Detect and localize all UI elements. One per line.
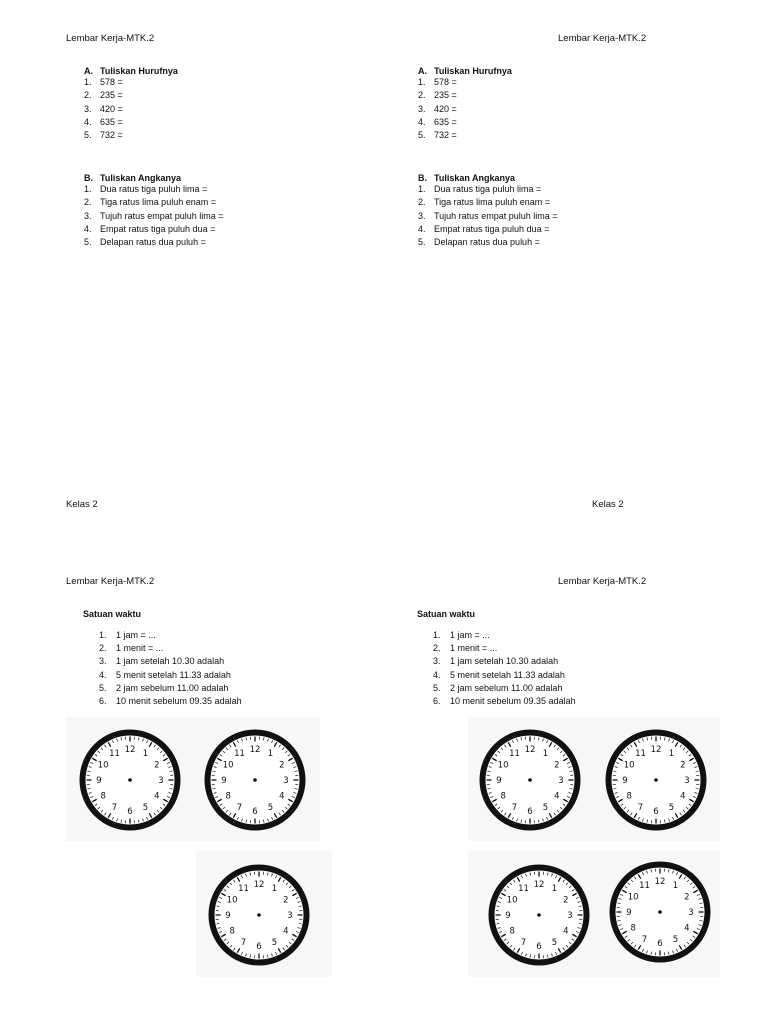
clock-number: 12 bbox=[533, 880, 545, 890]
list-item: 3. 1 jam setelah 10.30 adalah bbox=[433, 656, 559, 667]
clock-number: 2 bbox=[680, 760, 686, 771]
clock-number: 1 bbox=[551, 884, 558, 895]
clock-number: 12 bbox=[249, 745, 261, 755]
clock-number: 9 bbox=[96, 776, 102, 786]
section-a-title: A. Tuliskan Hurufnya bbox=[84, 66, 178, 76]
clock-number: 11 bbox=[639, 881, 650, 892]
clock-icon bbox=[487, 863, 591, 967]
clock-number: 7 bbox=[520, 937, 527, 948]
clock-number: 9 bbox=[221, 776, 227, 786]
clock-number: 9 bbox=[225, 911, 231, 921]
list-item: 2. 235 = bbox=[418, 90, 457, 101]
clock-number: 3 bbox=[283, 776, 289, 786]
clock-number: 10 bbox=[623, 760, 635, 771]
section-a-right bbox=[418, 66, 512, 142]
clock-number: 8 bbox=[225, 791, 231, 802]
clock-number: 6 bbox=[127, 807, 133, 817]
clock-face bbox=[78, 728, 182, 832]
clock-number: 3 bbox=[287, 911, 293, 921]
clock-number: 7 bbox=[240, 937, 247, 948]
time-list bbox=[99, 629, 242, 708]
clock-number: 10 bbox=[226, 895, 238, 906]
time-list-right bbox=[433, 629, 576, 708]
clock-number: 5 bbox=[271, 937, 278, 948]
clock-number: 5 bbox=[551, 937, 558, 948]
clock-number: 10 bbox=[497, 760, 509, 771]
clock-number: 4 bbox=[680, 791, 686, 802]
page-header-left-top: Lembar Kerja-MTK.2 bbox=[66, 33, 155, 44]
list-item: 3. 1 jam setelah 10.30 adalah bbox=[99, 656, 225, 667]
clock-number: 5 bbox=[267, 802, 274, 813]
list-item: 4. Empat ratus tiga puluh dua = bbox=[84, 223, 216, 234]
clock-number: 11 bbox=[238, 884, 249, 895]
clock-number: 12 bbox=[253, 880, 265, 890]
list-item: 1. 1 jam = ... bbox=[433, 630, 490, 640]
clock-number: 4 bbox=[563, 926, 569, 937]
list-item: 6. 10 menit sebelum 09.35 adalah bbox=[99, 695, 242, 706]
clock-number: 1 bbox=[542, 749, 549, 760]
clock-number: 6 bbox=[527, 807, 533, 817]
clock-center-dot bbox=[257, 913, 261, 917]
list-item: 1. Dua ratus tiga puluh lima = bbox=[418, 184, 542, 194]
time-section-title: Satuan waktu bbox=[83, 609, 142, 619]
clock-number: 10 bbox=[506, 895, 518, 906]
list-item: 2. Tiga ratus lima puluh enam = bbox=[84, 197, 216, 208]
clock-number: 5 bbox=[542, 802, 549, 813]
clock-number: 12 bbox=[650, 745, 662, 755]
list-item: 1. Dua ratus tiga puluh lima = bbox=[84, 184, 208, 194]
clock-number: 8 bbox=[626, 791, 632, 802]
clock-face bbox=[207, 863, 311, 967]
clock-number: 7 bbox=[236, 802, 243, 813]
clock-center-dot bbox=[528, 778, 532, 782]
clock-face bbox=[478, 728, 582, 832]
class-label-right: Kelas 2 bbox=[592, 499, 624, 510]
time-list bbox=[433, 629, 576, 708]
clock-number: 7 bbox=[641, 934, 648, 945]
list-item: 4. 5 menit setelah 11.33 adalah bbox=[99, 669, 231, 680]
clock-face bbox=[203, 728, 307, 832]
section-a-title: A. Tuliskan Hurufnya bbox=[418, 66, 512, 76]
page-header-right-bottom: Lembar Kerja-MTK.2 bbox=[558, 576, 647, 587]
section-b-title: B. Tuliskan Angkanya bbox=[84, 173, 182, 183]
clock-number: 1 bbox=[668, 749, 675, 760]
clock-number: 2 bbox=[283, 895, 289, 906]
clock-number: 8 bbox=[229, 926, 235, 937]
list-item: 5. Delapan ratus dua puluh = bbox=[84, 237, 206, 248]
clock-number: 2 bbox=[554, 760, 560, 771]
clock-icon bbox=[604, 728, 708, 832]
clock-number: 6 bbox=[256, 942, 262, 952]
list-item: 6. 10 menit sebelum 09.35 adalah bbox=[433, 695, 576, 706]
list-item: 2. Tiga ratus lima puluh enam = bbox=[418, 197, 550, 208]
class-label-left: Kelas 2 bbox=[66, 499, 98, 510]
list-item: 5. Delapan ratus dua puluh = bbox=[418, 237, 540, 248]
list-item: 5. 2 jam sebelum 11.00 adalah bbox=[433, 682, 563, 693]
clock-number: 2 bbox=[279, 760, 285, 771]
clock-number: 6 bbox=[657, 939, 663, 949]
clock-center-dot bbox=[654, 778, 658, 782]
clock-number: 3 bbox=[567, 911, 573, 921]
section-b-left bbox=[84, 173, 223, 249]
list-item: 5. 732 = bbox=[418, 130, 457, 141]
clock-number: 9 bbox=[505, 911, 511, 921]
clock-number: 4 bbox=[283, 926, 289, 937]
clock-number: 4 bbox=[684, 923, 690, 934]
clock-icon bbox=[203, 728, 307, 832]
section-b-right bbox=[418, 173, 557, 249]
page-header-left-bottom: Lembar Kerja-MTK.2 bbox=[66, 576, 155, 587]
time-list-left bbox=[99, 629, 242, 708]
clock-number: 1 bbox=[672, 881, 679, 892]
clock-icon bbox=[207, 863, 311, 967]
clock-face bbox=[604, 728, 708, 832]
clock-number: 1 bbox=[142, 749, 149, 760]
clock-center-dot bbox=[537, 913, 541, 917]
section-a-left bbox=[84, 66, 178, 142]
clock-number: 11 bbox=[109, 749, 120, 760]
clock-number: 1 bbox=[271, 884, 278, 895]
clock-number: 1 bbox=[267, 749, 274, 760]
clock-number: 6 bbox=[536, 942, 542, 952]
clock-center-dot bbox=[658, 910, 662, 914]
list-item: 3. Tujuh ratus empat puluh lima = bbox=[418, 210, 558, 221]
clock-number: 3 bbox=[558, 776, 564, 786]
clock-number: 2 bbox=[684, 892, 690, 903]
clock-number: 12 bbox=[524, 745, 536, 755]
list-item: 3. 420 = bbox=[84, 103, 123, 114]
list-item: 2. 1 menit = ... bbox=[433, 643, 498, 654]
clock-number: 6 bbox=[653, 807, 659, 817]
page-header-right-top: Lembar Kerja-MTK.2 bbox=[558, 33, 647, 44]
section-b-title: B. Tuliskan Angkanya bbox=[418, 173, 516, 183]
list-item: 3. Tujuh ratus empat puluh lima = bbox=[84, 210, 224, 221]
list-item: 4. 5 menit setelah 11.33 adalah bbox=[433, 669, 565, 680]
clock-number: 8 bbox=[630, 923, 636, 934]
list-item: 3. 420 = bbox=[418, 103, 457, 114]
list-item: 4. 635 = bbox=[84, 116, 123, 127]
clock-face bbox=[608, 860, 712, 964]
clock-number: 10 bbox=[97, 760, 109, 771]
list-item: 5. 2 jam sebelum 11.00 adalah bbox=[99, 682, 229, 693]
clock-number: 4 bbox=[154, 791, 160, 802]
section-a-list bbox=[418, 76, 512, 142]
list-item: 2. 1 menit = ... bbox=[99, 643, 164, 654]
clock-number: 3 bbox=[684, 776, 690, 786]
clock-number: 11 bbox=[635, 749, 646, 760]
clock-number: 7 bbox=[511, 802, 518, 813]
clock-center-dot bbox=[253, 778, 257, 782]
list-item: 4. Empat ratus tiga puluh dua = bbox=[418, 223, 550, 234]
clock-number: 12 bbox=[124, 745, 136, 755]
clock-number: 8 bbox=[509, 926, 515, 937]
list-item: 2. 235 = bbox=[84, 90, 123, 101]
time-section-title: Satuan waktu bbox=[417, 609, 476, 619]
clock-number: 11 bbox=[518, 884, 529, 895]
clock-number: 10 bbox=[222, 760, 234, 771]
clock-number: 2 bbox=[154, 760, 160, 771]
clock-number: 2 bbox=[563, 895, 569, 906]
clock-face bbox=[487, 863, 591, 967]
clock-number: 9 bbox=[496, 776, 502, 786]
clock-number: 6 bbox=[252, 807, 258, 817]
clock-number: 3 bbox=[688, 908, 694, 918]
clock-number: 7 bbox=[111, 802, 118, 813]
list-item: 5. 732 = bbox=[84, 130, 123, 141]
clock-icon bbox=[78, 728, 182, 832]
clock-number: 4 bbox=[554, 791, 560, 802]
clock-number: 9 bbox=[622, 776, 628, 786]
section-b-list bbox=[84, 183, 223, 249]
clock-number: 7 bbox=[637, 802, 644, 813]
clock-number: 10 bbox=[627, 892, 639, 903]
clock-number: 11 bbox=[509, 749, 520, 760]
clock-number: 9 bbox=[626, 908, 632, 918]
clock-number: 4 bbox=[279, 791, 285, 802]
clock-number: 5 bbox=[142, 802, 149, 813]
list-item: 1. 578 = bbox=[84, 77, 123, 87]
clock-number: 11 bbox=[234, 749, 245, 760]
list-item: 1. 1 jam = ... bbox=[99, 630, 156, 640]
list-item: 4. 635 = bbox=[418, 116, 457, 127]
clock-icon bbox=[478, 728, 582, 832]
clock-center-dot bbox=[128, 778, 132, 782]
clock-number: 12 bbox=[654, 877, 666, 887]
list-item: 1. 578 = bbox=[418, 77, 457, 87]
clock-number: 3 bbox=[158, 776, 164, 786]
clock-number: 8 bbox=[500, 791, 506, 802]
clock-number: 8 bbox=[100, 791, 106, 802]
clock-number: 5 bbox=[672, 934, 679, 945]
clock-icon bbox=[608, 860, 712, 964]
section-b-list bbox=[418, 183, 557, 249]
section-a-list bbox=[84, 76, 178, 142]
clock-number: 5 bbox=[668, 802, 675, 813]
